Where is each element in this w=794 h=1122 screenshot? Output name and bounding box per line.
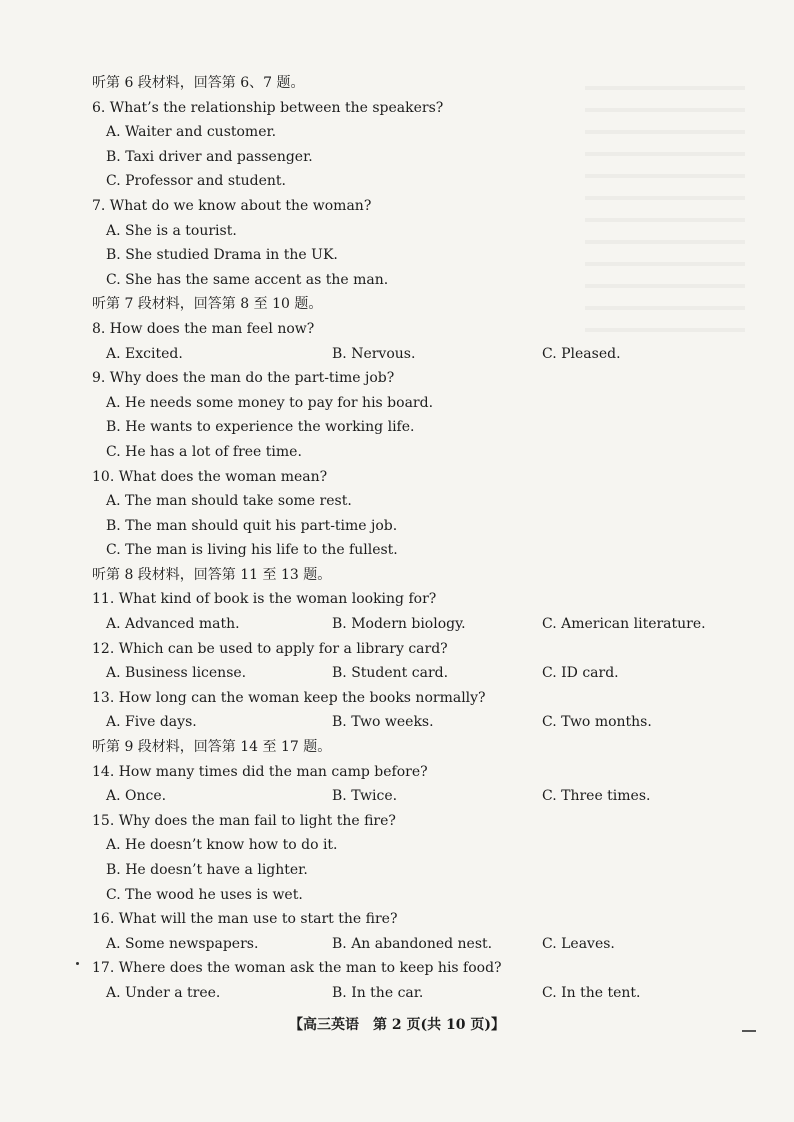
question-text: 10. What does the woman mean? (92, 468, 328, 485)
option-row (92, 932, 732, 957)
option-b: B. Student card. (332, 665, 449, 682)
option-b: B. He wants to experience the working life. (106, 419, 415, 436)
option-c: C. Professor and student. (106, 173, 287, 190)
scan-speck (76, 962, 79, 965)
option-c: C. Pleased. (542, 345, 621, 362)
option-a: A. Advanced math. (106, 616, 240, 633)
option-a: A. She is a tourist. (106, 222, 237, 239)
question-list (92, 71, 732, 1006)
question-text: 14. How many times did the man camp before? (92, 763, 428, 780)
option-a: A. Some newspapers. (106, 935, 259, 952)
question-text: 13. How long can the woman keep the books normally? (92, 689, 486, 706)
option-c: C. The wood he uses is wet. (106, 886, 303, 903)
option-a: A. The man should take some rest. (106, 493, 352, 510)
option-b: B. Two weeks. (332, 714, 434, 731)
option-a: A. Under a tree. (106, 984, 221, 1001)
option-c: C. The man is living his life to the fullest. (106, 542, 398, 559)
section-header: 听第 9 段材料，回答第 14 至 17 题。 (92, 739, 332, 756)
option-row (92, 612, 732, 637)
option-b: B. She studied Drama in the UK. (106, 247, 338, 264)
question-text: 11. What kind of book is the woman looking for? (92, 591, 437, 608)
option-row (92, 710, 732, 735)
option-a: A. Waiter and customer. (106, 124, 277, 141)
option-c: C. Three times. (542, 788, 651, 805)
option-a: A. Five days. (106, 714, 197, 731)
option-row (92, 661, 732, 686)
question-text: 17. Where does the woman ask the man to keep his food? (92, 960, 502, 977)
option-b: B. An abandoned nest. (332, 935, 493, 952)
question-text: 15. Why does the man fail to light the fire? (92, 812, 396, 829)
section-header: 听第 7 段材料，回答第 8 至 10 题。 (92, 296, 323, 313)
option-c: C. In the tent. (542, 984, 641, 1001)
option-b: B. The man should quit his part-time job. (106, 517, 398, 534)
option-row (92, 981, 732, 1006)
option-b: B. Twice. (332, 788, 398, 805)
question-text: 8. How does the man feel now? (92, 320, 315, 337)
option-b: B. In the car. (332, 984, 424, 1001)
question-text: 6. What’s the relationship between the speakers? (92, 99, 444, 116)
option-row (92, 342, 732, 367)
option-a: A. Once. (106, 788, 167, 805)
option-a: A. He doesn’t know how to do it. (106, 837, 338, 854)
option-row (92, 784, 732, 809)
question-text: 12. Which can be used to apply for a library card? (92, 640, 448, 657)
option-c: C. American literature. (542, 616, 706, 633)
option-c: C. ID card. (542, 665, 619, 682)
option-a: A. Excited. (106, 345, 183, 362)
page-footer: 【高三英语 第 2 页(共 10 页)】 (289, 1017, 505, 1033)
option-b: B. Nervous. (332, 345, 416, 362)
option-a: A. He needs some money to pay for his board. (106, 394, 434, 411)
option-c: C. Leaves. (542, 935, 615, 952)
option-b: B. Modern biology. (332, 616, 466, 633)
option-a: A. Business license. (106, 665, 247, 682)
option-b: B. Taxi driver and passenger. (106, 148, 313, 165)
option-c: C. She has the same accent as the man. (106, 271, 389, 288)
option-c: C. Two months. (542, 714, 652, 731)
edge-mark (742, 1030, 756, 1032)
question-text: 16. What will the man use to start the fire? (92, 911, 398, 928)
option-b: B. He doesn’t have a lighter. (106, 862, 308, 878)
question-text: 7. What do we know about the woman? (92, 197, 372, 214)
question-text: 9. Why does the man do the part-time job? (92, 370, 395, 387)
section-header: 听第 8 段材料，回答第 11 至 13 题。 (92, 566, 332, 583)
section-header: 听第 6 段材料，回答第 6、7 题。 (92, 75, 305, 91)
option-c: C. He has a lot of free time. (106, 443, 302, 460)
